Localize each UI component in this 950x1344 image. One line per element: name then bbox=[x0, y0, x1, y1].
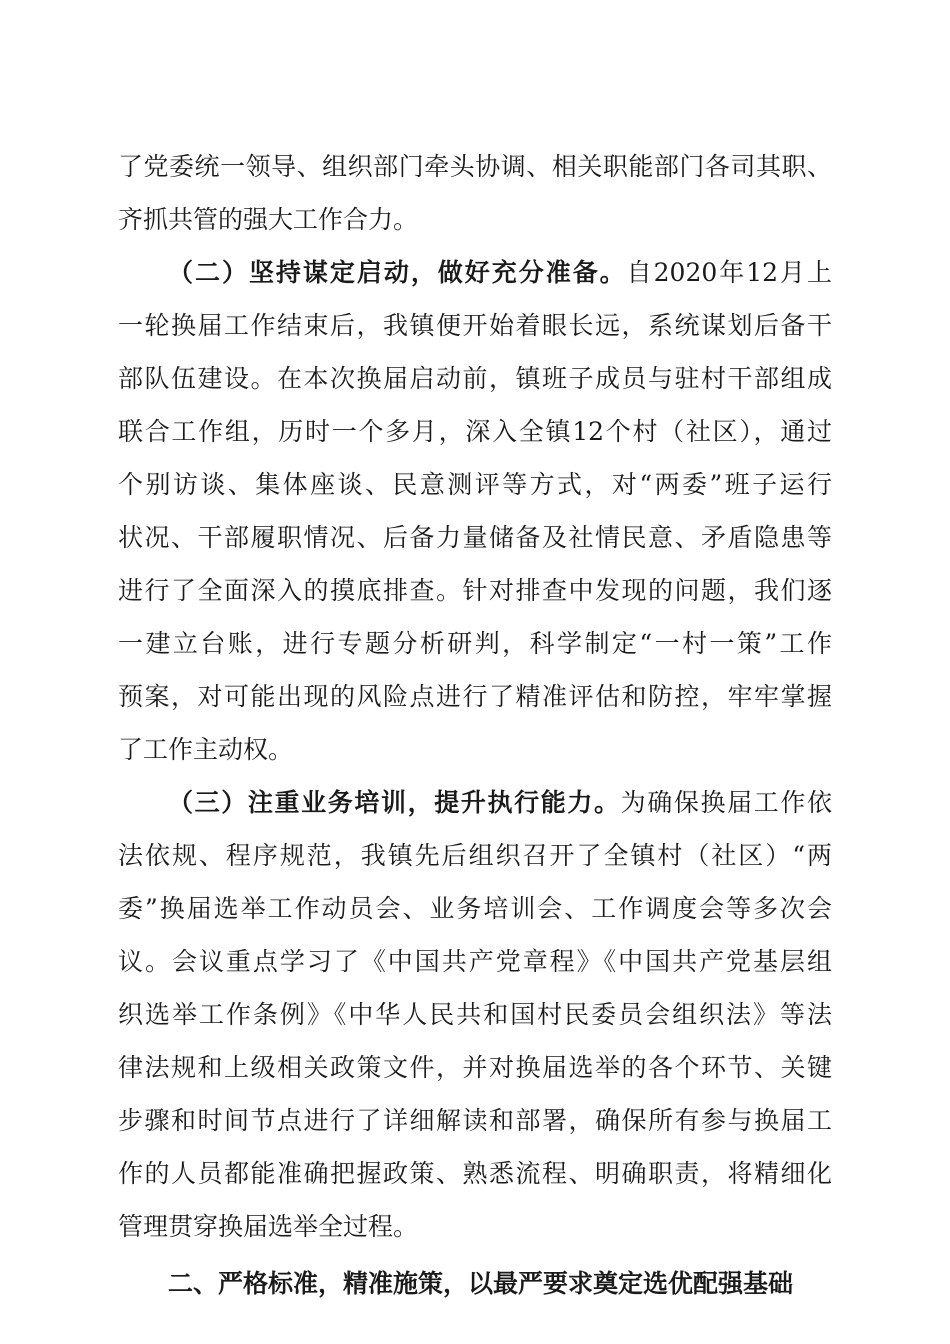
paragraph-lead-heading: （二）坚持谋定启动，做好充分准备。 bbox=[168, 258, 627, 287]
paragraph-lead-text: 自2020年12月上 bbox=[626, 258, 832, 287]
paragraph-1 bbox=[118, 140, 832, 246]
document-page bbox=[118, 140, 832, 1310]
text-line: 法依规、程序规范，我镇先后组织召开了全镇村（社区）“两 bbox=[118, 841, 832, 870]
text-line: 议。会议重点学习了《中国共产党章程》《中国共产党基层组 bbox=[118, 947, 832, 976]
text-line: 步骤和时间节点进行了详细解读和部署，确保所有参与换届工 bbox=[118, 1106, 832, 1135]
text-line: 律法规和上级相关政策文件，并对换届选举的各个环节、关键 bbox=[118, 1053, 832, 1082]
text-line: 作的人员都能准确把握政策、熟悉流程、明确职责，将精细化 bbox=[118, 1159, 832, 1188]
paragraph-first-line bbox=[118, 776, 832, 829]
text-line: 预案，对可能出现的风险点进行了精准评估和防控，牢牢掌握 bbox=[118, 682, 832, 711]
paragraph-lead-text: 为确保换届工作依 bbox=[620, 788, 832, 817]
text-line: 委”换届选举工作动员会、业务培训会、工作调度会等多次会 bbox=[118, 894, 832, 923]
text-line: 管理贯穿换届选举全过程。 bbox=[118, 1212, 419, 1241]
text-line: 了工作主动权。 bbox=[118, 735, 294, 764]
text-line: 进行了全面深入的摸底排查。针对排查中发现的问题，我们逐 bbox=[118, 576, 832, 605]
text-line: 齐抓共管的强大工作合力。 bbox=[118, 205, 419, 234]
text-line: 一建立台账，进行专题分析研判，科学制定“一村一策”工作 bbox=[118, 629, 832, 658]
text-line: 联合工作组，历时一个多月，深入全镇12个村（社区），通过 bbox=[118, 417, 832, 446]
text-line: 一轮换届工作结束后，我镇便开始着眼长远，系统谋划后备干 bbox=[118, 311, 832, 340]
text-line: 状况、干部履职情况、后备力量储备及社情民意、矛盾隐患等 bbox=[118, 523, 832, 552]
paragraph-lead-heading: （三）注重业务培训，提升执行能力。 bbox=[168, 788, 621, 817]
paragraph-3 bbox=[118, 776, 832, 1253]
text-line: 个别访谈、集体座谈、民意测评等方式，对“两委”班子运行 bbox=[118, 470, 832, 499]
paragraph-2 bbox=[118, 246, 832, 776]
paragraph-first-line bbox=[118, 246, 832, 299]
section-heading: 二、严格标准，精准施策，以最严要求奠定选优配强基础 bbox=[168, 1269, 794, 1298]
text-line: 部队伍建设。在本次换届启动前，镇班子成员与驻村干部组成 bbox=[118, 364, 832, 393]
text-line: 织选举工作条例》《中华人民共和国村民委员会组织法》等法 bbox=[118, 1000, 832, 1029]
text-line: 了党委统一领导、组织部门牵头协调、相关职能部门各司其职、 bbox=[118, 152, 832, 181]
